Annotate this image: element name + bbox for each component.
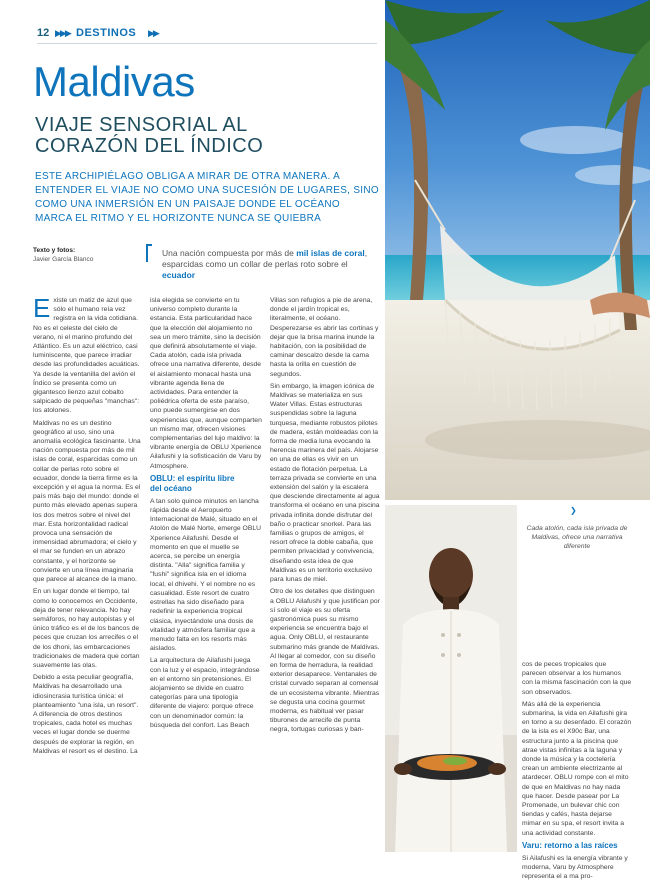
hammock-beach-image xyxy=(385,0,650,500)
section-subhead: Varu: retorno a las raíces xyxy=(522,840,618,850)
body-column-2 xyxy=(150,296,262,733)
portrait-photo-chef xyxy=(385,505,517,852)
byline-label: Texto y fotos: xyxy=(33,247,76,254)
body-paragraph xyxy=(33,293,141,416)
subtitle-line: VIAJE SENSORIAL AL xyxy=(35,114,248,136)
photo-caption: Cada atolón, cada isla privada de Maldivas, ofrece una narrativa diferente xyxy=(526,525,628,550)
pull-quote-text: , esparcidas como un collar de perlas roto sobre el xyxy=(162,248,368,269)
pull-quote-text: Una nación compuesta por más de xyxy=(162,248,297,258)
body-paragraph: Debido a esta peculiar geografía, Maldivas ha desarrollado una idiosincrasia turística única: el planteamiento "una isla, un resort". A diferencia de otros destinos tropicales, cada hotel es muchas veces el lugar donde se duerme después de explorar la región, en Maldivas el resort es el destino. La xyxy=(33,674,139,755)
pull-quote-highlight: ecuador xyxy=(162,270,196,280)
body-paragraph: Villas son refugios a pie de arena, donde el jardín tropical es, literalmente, el océano. Desperezarse es abrir las cortinas y dejar que la brisa marina inunde la habitación, con la posibilidad de caminar descalzo desde la cama hasta la orilla en cuestión de segundos. xyxy=(270,297,379,378)
body-paragraph: Sin embargo, la imagen icónica de Maldivas se materializa en sus Water Villas. Estas estructuras suspendidas sobre la laguna turquesa, mediante robustos pilotes de madera, están moldeadas con la forma de media luna evocando la herencia marinera del país. Alojarse en una de ellas es vivir en un estado de flotación perpetua. La terraza privada se convierte en una extensión del salón y la escalera que desciende directamente al agua transforma el océano en una piscina privada infinita donde disfrutar del baño o practicar snorkel. Para las familias o grupos de amigos, el resort ofrece la doble cabaña, que permiten privacidad y convivencia, diseñando esta idea de que Maldivas es un territorio exclusivo para lunas de miel. xyxy=(270,382,380,584)
chevron-right-icon: ▶▶ xyxy=(148,28,158,38)
pull-quote-highlight: mil islas de coral xyxy=(296,248,365,258)
paragraph-text: xiste un matiz de azul que sólo el humano reía vez registra en la vida cotidiana. No es el celeste del cielo de verano, ni el marino profundo del Atlántico. Es un azul eléctrico, casi luminiscente, que parece irradiar desde las profundidades acuáticas. Ya desde la ventanilla del avión el Índico se presenta como un gigantesco lienzo azul cobalto salpicado de pequeñas "manchas": los atolones. xyxy=(33,297,140,415)
body-paragraph: Si Ailafushi es la energía vibrante y moderna, Varu by Atmosphere representa el a ma pro- xyxy=(522,854,628,881)
body-paragraph: A tan solo quince minutos en lancha rápida desde el Aeropuerto Internacional de Malé, situado en el Atolón de Malé Norte, emerge OBLU Xperience Ailafushi. Desde el momento en que el muelle se acerca, se percibe un energía distinta. "Alla" significa familia y "fushi" significa isla en el idioma local, el dhivehi. Y el nombre no es casualidad. Este resort de cuatro estrellas ha sido diseñado para redefinir la experiencia tropical clásica, inyectándole una dosis de vitalidad y atmósfera familiar que a menudo falta en los resorts más aislados. xyxy=(150,497,262,653)
body-column-4 xyxy=(522,660,632,884)
body-paragraph: En un lugar donde el tiempo, tal como lo conocemos en Occidente, deja de tener relevancia. No hay semáforos, no hay autopistas y el único tráfico es el de los bancos de peces que cruzan los arrecifes o el de los dhoni, las embarcaciones tradicionales de madera que cortan suavemente las olas. xyxy=(33,588,140,669)
article-subtitle xyxy=(35,115,263,157)
subtitle-line: CORAZÓN DEL ÍNDICO xyxy=(35,135,264,157)
chevron-right-icon: ▶▶▶ xyxy=(55,28,70,38)
header-divider xyxy=(37,43,377,44)
caption-marker-icon: ❯ xyxy=(570,506,577,515)
section-subhead xyxy=(150,474,262,494)
subhead-line: del océano xyxy=(150,483,192,493)
quote-bracket xyxy=(146,244,152,262)
body-paragraph: Más allá de la experiencia submarina, la vida en Ailafushi gira en torno a su desenfado. El corazón de la isla es el X90c Bar, una estructura junto a la piscina que atrae vistas infinitas a la laguna y donde la música y la coctelería crean un ambiente electrizante al atardecer. OBLU rompe con el mito de que en Maldivas no hay nada que hacer. Desde pasear por La Promenade, un bulevar chic con tiendas y cafés, hasta dejarse mimar en su spa, el resort invita a una actividad constante. xyxy=(522,700,632,837)
body-paragraph: Maldivas no es un destino geográfico al uso, sino una anomalía ecológica fascinante. Una nación compuesta por más de mil islas de coral, esparcidas como un collar de perlas roto sobre el ecuador, donde la tierra firme es la excepción y el agua la norma. Es el país más bajo del mundo: donde el punto más elevado apenas supera los dos metros sobre el nivel del mar. Esta horizontalidad radical provoca una sensación de inmensidad abrumadora; el cielo y el mar se funden en un abrazo constante, y el horizonte se convierte en una línea imaginaria que parece al alcance de la mano. xyxy=(33,419,141,584)
chef-portrait-image xyxy=(385,505,517,852)
byline-author: Javier García Blanco xyxy=(33,256,94,263)
section-label: DESTINOS xyxy=(76,27,137,39)
body-paragraph: cos de peces tropicales que parecen observar a los humanos con la misma fascinación con la que son observados. xyxy=(522,661,632,696)
body-paragraph: La arquitectura de Ailafushi juega con la luz y el espacio, integrándose en el entorno sin pretensiones. El alojamiento se divide en cuatro categorías para una tipología diferente de viajero: porque ofrece con un denominador común: la búsqueda del confort. Las Beach xyxy=(150,657,260,729)
hero-photo-hammock xyxy=(385,0,650,500)
body-column-1 xyxy=(33,293,141,759)
article-lede: ESTE ARCHIPIÉLAGO OBLIGA A MIRAR DE OTRA MANERA. A ENTENDER EL VIAJE NO COMO UNA SUCESIÓN DE LUGARES, SINO COMO UNA INMERSIÓN EN UN PAISAJE DONDE EL OCÉANO MARCA EL RITMO Y EL HORIZONTE NUNCA SE QUIEBRA xyxy=(35,171,379,224)
body-paragraph: Otro de los detalles que distinguen a OBLU Ailafushi y que justifican por sí solo el viaje es su oferta gastronómica pues su mismo experiencia se encuentra bajo el agua. Only OBLU, el restaurante submarino más grande de Maldivas. Al llegar al comedor, con su diseño en forma de herradura, la realidad exterior desaparece. Ventanales de cristal curvado separan al comensal de un ecosistema vibrante. Mientras se degusta una cocina gourmet moderna, es habitual ver pasar tiburones de arrecife de punta negra, tortugas curiosas y ban- xyxy=(270,588,380,734)
pull-quote xyxy=(154,248,374,281)
page-number: 12 xyxy=(37,27,50,39)
article-title: Maldivas xyxy=(33,58,195,105)
body-column-3 xyxy=(270,296,380,738)
drop-cap: E xyxy=(33,293,51,323)
body-paragraph: isla elegida se convierte en tu universo completo durante la estancia. Esta particularidad hace que la elección del alojamiento no sea un mero trámite, sino la decisión que definirá absolutamente el viaje. Cada atolón, cada isla privada ofrece una narrativa diferente, desde el aislamiento monacal hasta una vibrante agenda llena de actividades. Para entender la poliédrica oferta de este paraíso, uno puede sumergirse en dos experiencias que, aunque comparten un mismo mar, ofrecen visiones complementarias del lujo maldivo: la vibrante energía de OBLU Xperience Ailafushi y la sofisticación de Varu by Atmosphere. xyxy=(150,297,262,470)
subhead-line: OBLU: el espíritu libre xyxy=(150,473,235,483)
